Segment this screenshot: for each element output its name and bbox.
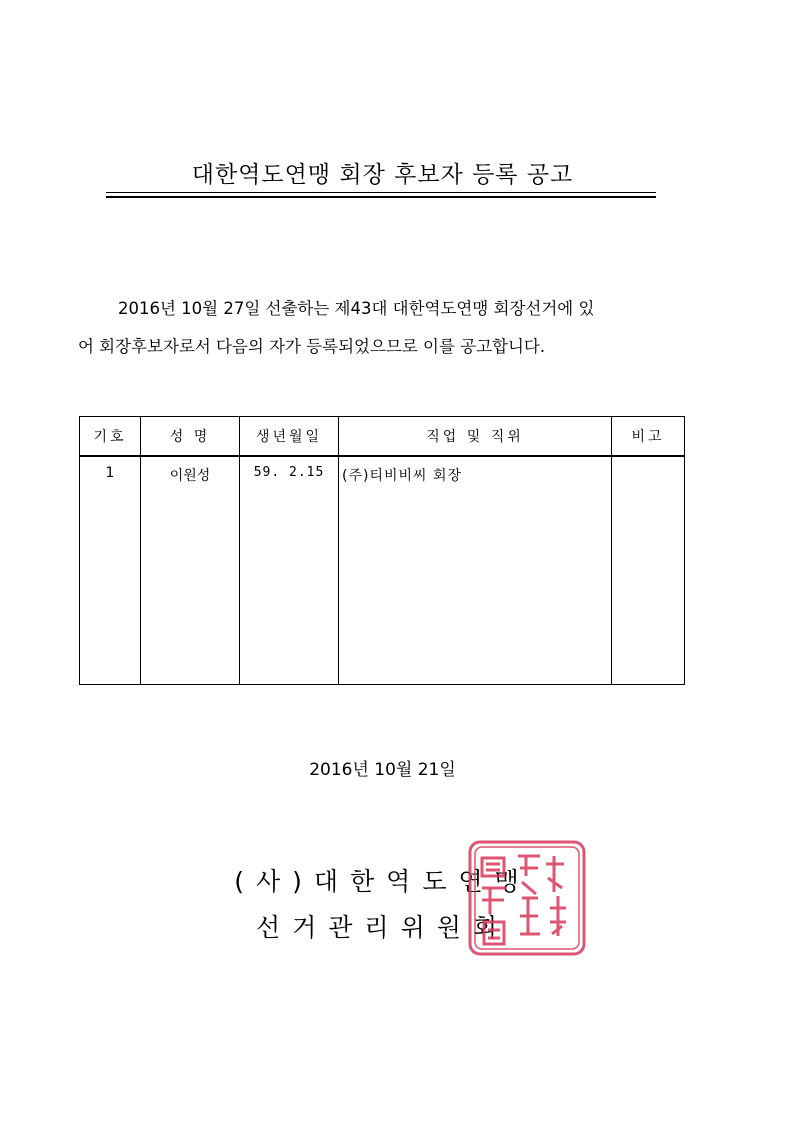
- official-seal-icon: [466, 838, 588, 958]
- table-row: [80, 456, 685, 685]
- cell-number: 1: [80, 456, 141, 685]
- cell-remarks: [612, 456, 685, 685]
- announcement-date: 2016년 10월 21일: [309, 760, 456, 780]
- candidate-table: [79, 416, 685, 685]
- title-underline-extra: [106, 197, 656, 198]
- header-occupation: 직업 및 직위: [339, 417, 612, 457]
- header-birthdate: 생년월일: [240, 417, 339, 457]
- header-number: 기호: [80, 417, 141, 457]
- organization-name: (사)대한역도연맹: [234, 867, 531, 896]
- announcement-line-1: 2016년 10월 27일 선출하는 제43대 대한역도연맹 회장선거에 있: [118, 299, 595, 318]
- cell-occupation: (주)티비비씨 회장: [339, 456, 612, 685]
- page-title: 대한역도연맹 회장 후보자 등록 공고: [191, 162, 574, 188]
- table-header-row: [80, 417, 685, 457]
- announcement-line-2: 어 회장후보자로서 다음의 자가 등록되었으므로 이를 공고합니다.: [78, 337, 546, 356]
- header-remarks: 비고: [612, 417, 685, 457]
- announcement-body: [78, 290, 693, 366]
- cell-name: 이원성: [141, 456, 240, 685]
- header-name: 성 명: [141, 417, 240, 457]
- committee-name: 선거관리위원회: [255, 913, 510, 942]
- cell-birthdate: 59. 2.15: [240, 456, 339, 685]
